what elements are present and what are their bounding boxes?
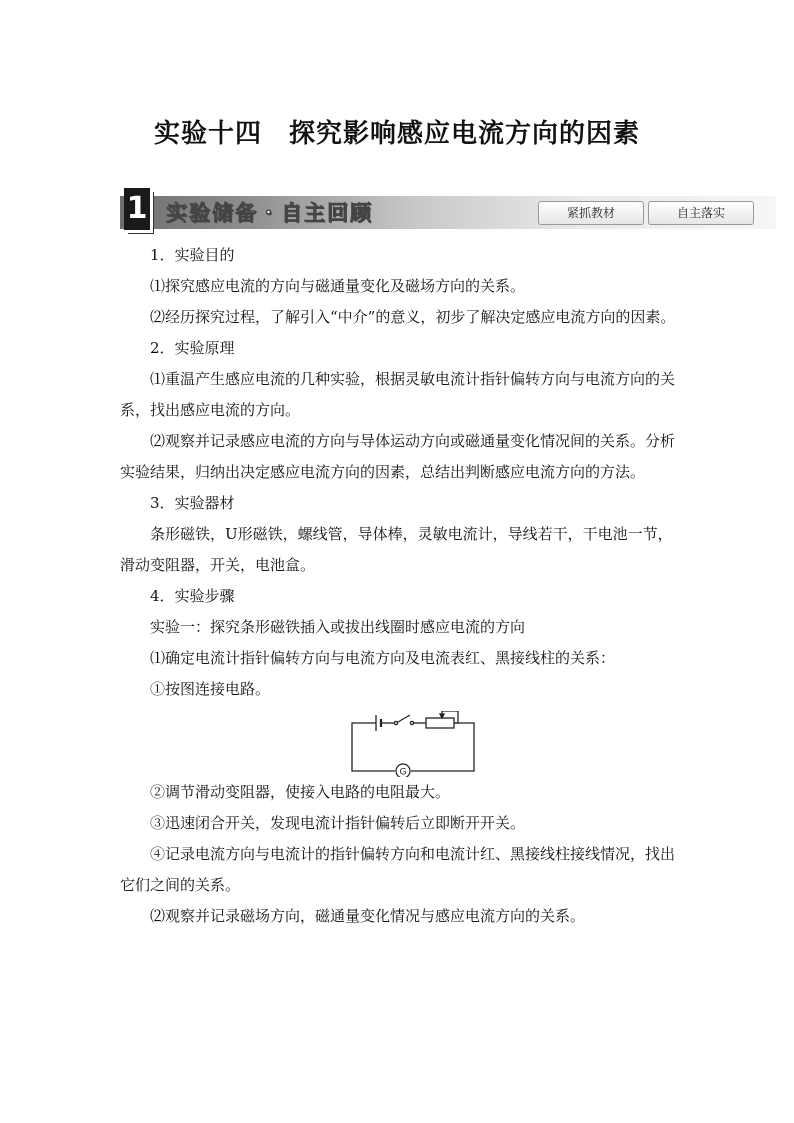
circuit-wire <box>411 723 474 771</box>
paragraph: 实验一：探究条形磁铁插入或拔出线圈时感应电流的方向 <box>150 618 526 636</box>
paragraph: ①按图连接电路。 <box>150 680 271 698</box>
paragraph: ③迅速闭合开关，发现电流计指针偏转后立即断开开关。 <box>150 814 526 832</box>
document-body <box>120 240 680 932</box>
paragraph: ⑴确定电流计指针偏转方向与电流方向及电流表红、黑接线柱的关系： <box>150 649 616 667</box>
switch-blade <box>398 715 410 722</box>
switch-contact <box>410 721 413 724</box>
paragraph: ⑵经历探究过程，了解引入“中介”的意义，初步了解决定感应电流方向的因素。 <box>150 308 676 326</box>
page-title: 实验十四 探究影响感应电流方向的因素 <box>153 119 640 149</box>
section-number-badge: 1 <box>124 188 150 230</box>
heading-purpose: 1．实验目的 <box>150 246 235 264</box>
section-header-bar <box>120 191 776 229</box>
paragraph: ②调节滑动变阻器，使接入电路的电阻最大。 <box>150 783 451 801</box>
heading-steps: 4．实验步骤 <box>150 587 235 605</box>
circuit-diagram <box>350 711 476 777</box>
rheostat-body <box>426 718 454 728</box>
paragraph: ⑵观察并记录磁场方向，磁通量变化情况与感应电流方向的关系。 <box>150 907 586 925</box>
heading-equipment: 3．实验器材 <box>150 494 235 512</box>
paragraph: ⑴重温产生感应电流的几种实验，根据灵敏电流计指针偏转方向与电流方向的关系，找出感应电流的方向。 <box>120 370 676 419</box>
paragraph: ⑴探究感应电流的方向与磁通量变化及磁场方向的关系。 <box>150 277 526 295</box>
rheostat-slider <box>442 711 458 723</box>
tab-self-study-button[interactable]: 自主落实 <box>648 201 754 225</box>
section-title: 实验储备・自主回顾 <box>166 201 373 225</box>
switch-contact <box>394 721 397 724</box>
galvanometer-label: G <box>399 767 407 777</box>
tab-textbook-button[interactable]: 紧抓教材 <box>538 201 644 225</box>
galvanometer-icon <box>396 764 410 777</box>
circuit-wire <box>352 723 395 771</box>
paragraph: ⑵观察并记录感应电流的方向与导体运动方向或磁通量变化情况间的关系。分析实验结果，归纳出决定感应电流方向的因素，总结出判断感应电流方向的方法。 <box>120 432 676 481</box>
heading-principle: 2．实验原理 <box>150 339 235 357</box>
paragraph: 条形磁铁，U形磁铁，螺线管，导体棒，灵敏电流计，导线若干，干电池一节，滑动变阻器，开关，电池盒。 <box>120 525 673 574</box>
paragraph: ④记录电流方向与电流计的指针偏转方向和电流计红、黑接线柱接线情况，找出它们之间的关系。 <box>120 845 676 894</box>
